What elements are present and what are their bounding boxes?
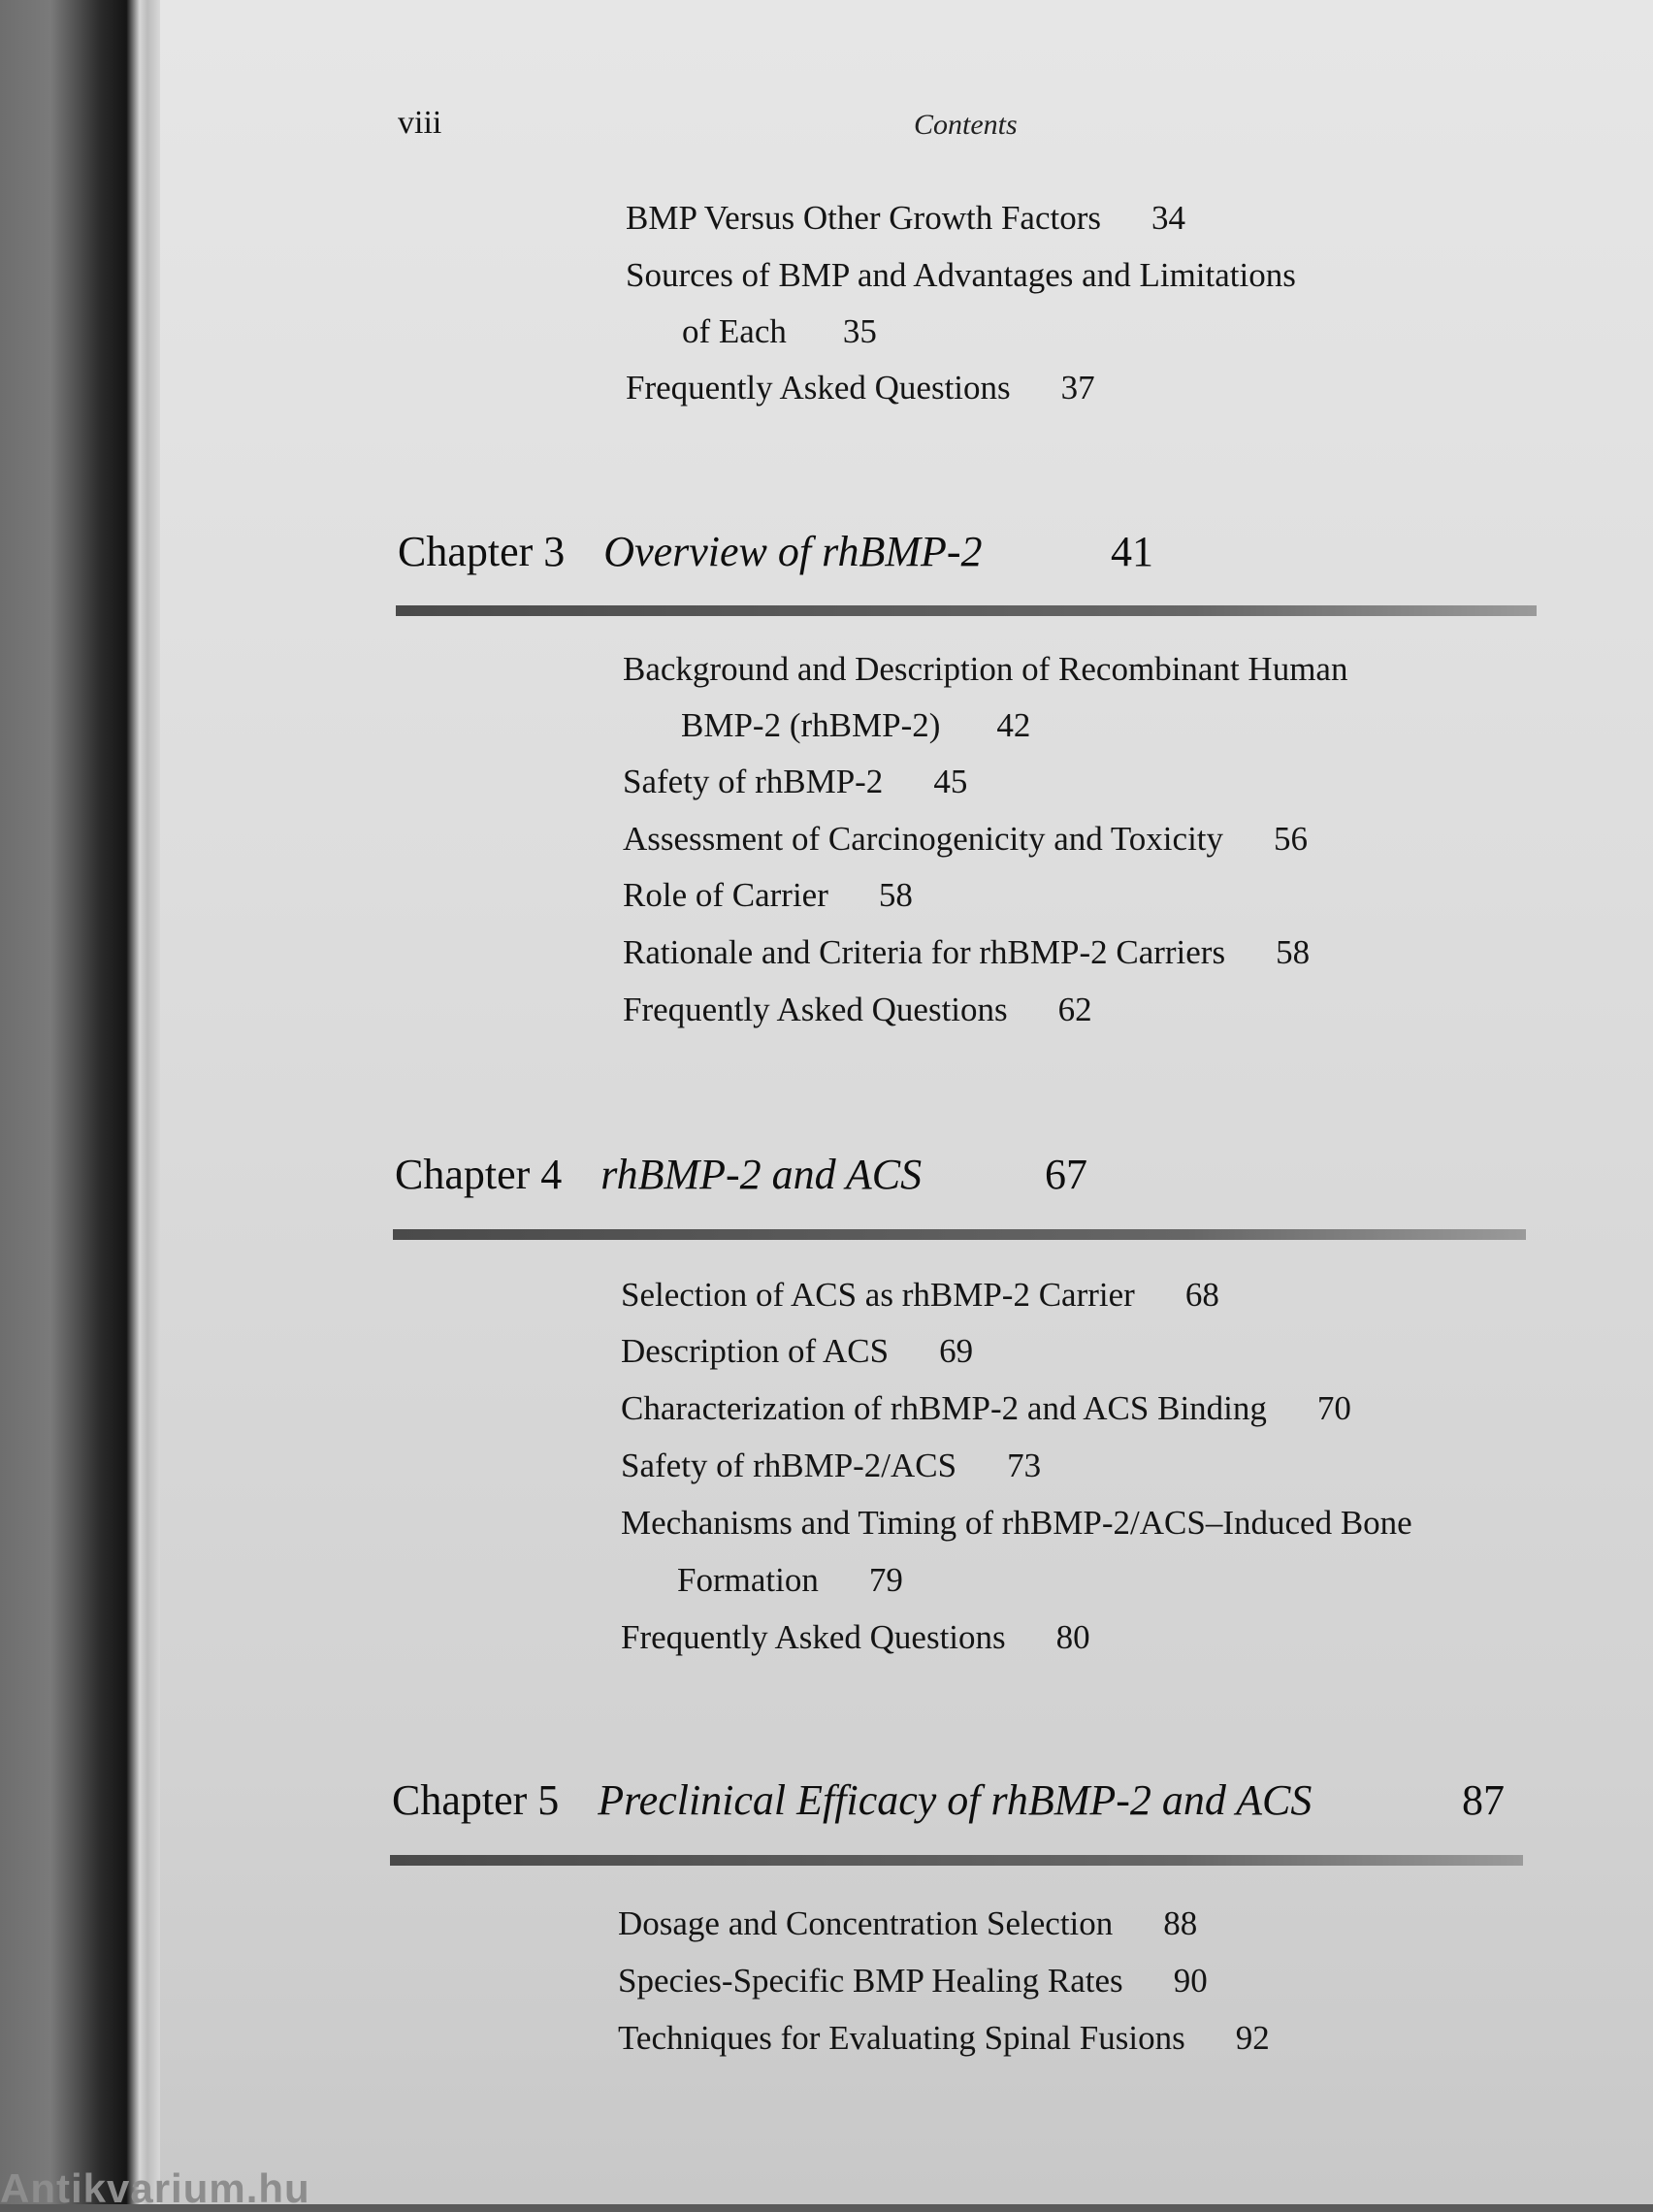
chapter-heading: Chapter 3 Overview of rhBMP-2 41 (398, 528, 1153, 575)
toc-entry: BMP Versus Other Growth Factors 34 (626, 199, 1185, 237)
toc-entry: Rationale and Criteria for rhBMP-2 Carriers 58 (623, 933, 1311, 971)
toc-entry: Frequently Asked Questions 80 (621, 1618, 1090, 1656)
chapter-rule (393, 1229, 1526, 1240)
toc-entry: Safety of rhBMP-2/ACS 73 (621, 1447, 1042, 1484)
toc-entry: Frequently Asked Questions 62 (623, 991, 1092, 1028)
chapter-heading: Chapter 4 rhBMP-2 and ACS 67 (395, 1151, 1087, 1198)
toc-entry: Frequently Asked Questions 37 (626, 369, 1095, 407)
toc-entry-continuation: BMP-2 (rhBMP-2) 42 (681, 706, 1031, 744)
watermark: Antikvarium.hu (0, 2165, 310, 2211)
chapter-heading: Chapter 5 Preclinical Efficacy of rhBMP-2 and ACS 87 (392, 1776, 1505, 1824)
toc-entry-continuation: of Each 35 (682, 312, 877, 350)
page-number: viii (398, 105, 442, 141)
running-title: Contents (914, 109, 1018, 141)
toc-entry: Background and Description of Recombinant Human (623, 650, 1348, 688)
toc-entry: Assessment of Carcinogenicity and Toxicity 56 (623, 820, 1309, 858)
toc-entry: Species-Specific BMP Healing Rates 90 (618, 1962, 1208, 2000)
toc-entry-continuation: Formation 79 (677, 1561, 903, 1599)
toc-entry: Characterization of rhBMP-2 and ACS Binding 70 (621, 1389, 1351, 1427)
toc-entry: Mechanisms and Timing of rhBMP-2/ACS–Induced Bone (621, 1504, 1412, 1542)
toc-entry: Techniques for Evaluating Spinal Fusions 92 (618, 2019, 1270, 2057)
chapter-rule (390, 1855, 1523, 1866)
toc-entry: Role of Carrier 58 (623, 876, 913, 914)
book-spine-shadow (0, 0, 126, 2204)
chapter-rule (396, 605, 1537, 616)
toc-entry: Safety of rhBMP-2 45 (623, 763, 968, 800)
toc-entry: Description of ACS 69 (621, 1332, 974, 1370)
book-page (160, 0, 1653, 2204)
toc-entry: Selection of ACS as rhBMP-2 Carrier 68 (621, 1276, 1219, 1314)
page-edges (126, 0, 165, 2204)
toc-entry: Dosage and Concentration Selection 88 (618, 1904, 1198, 1942)
toc-entry: Sources of BMP and Advantages and Limitations (626, 256, 1296, 294)
